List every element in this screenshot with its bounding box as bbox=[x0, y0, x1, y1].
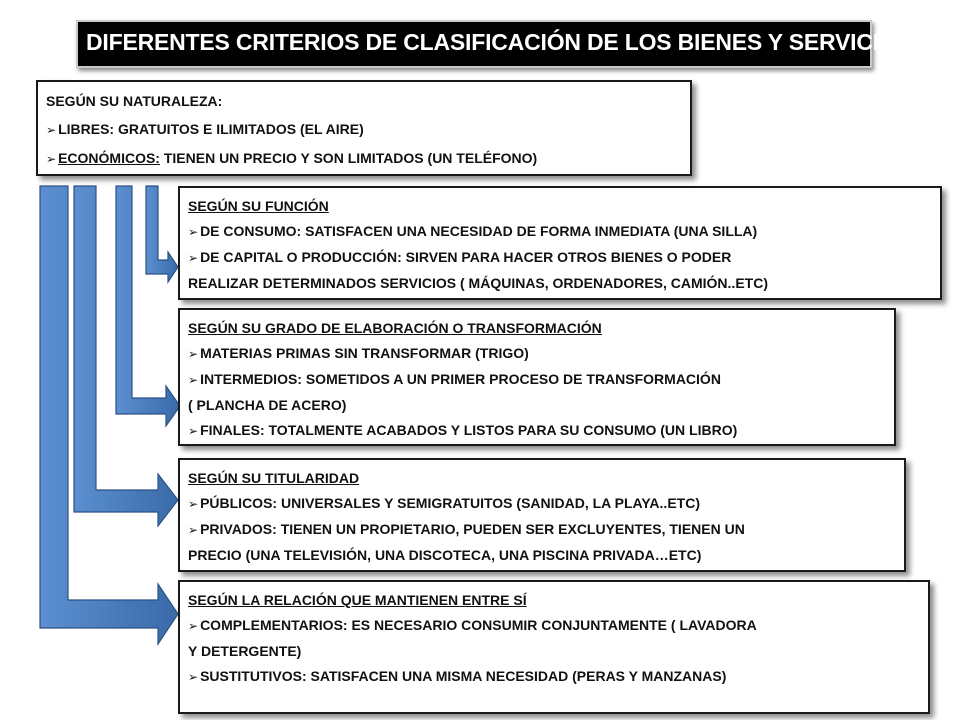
elaboracion-box bbox=[178, 308, 896, 446]
bullet-arrow-icon: ➢ bbox=[188, 670, 199, 684]
page-title-banner bbox=[76, 20, 912, 68]
titularidad-item-privados: ➢ PRIVADOS: TIENEN UN PROPIETARIO, PUEDEN SER EXCLUYENTES, TIENEN UN bbox=[188, 521, 745, 537]
titularidad-box bbox=[178, 458, 906, 572]
bullet-arrow-icon: ➢ bbox=[188, 424, 199, 438]
funcion-box bbox=[178, 186, 942, 300]
elaboracion-item-materias-primas: ➢ MATERIAS PRIMAS SIN TRANSFORMAR (TRIGO) bbox=[188, 345, 529, 361]
elaboracion-item-intermedios-cont: ( PLANCHA DE ACERO) bbox=[188, 397, 347, 413]
arrow-to-funcion bbox=[146, 186, 178, 282]
bullet-arrow-icon: ➢ bbox=[188, 619, 199, 633]
titularidad-item-publicos: ➢ PÚBLICOS: UNIVERSALES Y SEMIGRATUITOS (SANIDAD, LA PLAYA..ETC) bbox=[188, 495, 700, 511]
bullet-arrow-icon: ➢ bbox=[188, 251, 199, 265]
bullet-arrow-icon: ➢ bbox=[188, 373, 199, 387]
relacion-box bbox=[178, 580, 930, 714]
bullet-arrow-icon: ➢ bbox=[188, 497, 199, 511]
elaboracion-item-intermedios: ➢ INTERMEDIOS: SOMETIDOS A UN PRIMER PROCESO DE TRANSFORMACIÓN bbox=[188, 371, 721, 387]
naturaleza-item-libres: ➢ LIBRES: GRATUITOS E ILIMITADOS (EL AIRE) bbox=[46, 121, 364, 137]
funcion-item-capital-cont: REALIZAR DETERMINADOS SERVICIOS ( MÁQUINAS, ORDENADORES, CAMIÓN..ETC) bbox=[188, 275, 768, 291]
funcion-item-capital: ➢ DE CAPITAL O PRODUCCIÓN: SIRVEN PARA HACER OTROS BIENES O PODER bbox=[188, 249, 732, 265]
bullet-arrow-icon: ➢ bbox=[188, 523, 199, 537]
elaboracion-heading: SEGÚN SU GRADO DE ELABORACIÓN O TRANSFORMACIÓN bbox=[188, 320, 602, 336]
naturaleza-item-economicos: ➢ ECONÓMICOS: TIENEN UN PRECIO Y SON LIMITADOS (UN TELÉFONO) bbox=[46, 150, 538, 166]
relacion-item-complementarios-cont: Y DETERGENTE) bbox=[188, 643, 302, 659]
funcion-heading: SEGÚN SU FUNCIÓN bbox=[188, 198, 329, 214]
bullet-arrow-icon: ➢ bbox=[46, 123, 57, 137]
economicos-label: ECONÓMICOS: bbox=[58, 150, 160, 166]
elaboracion-item-finales: ➢ FINALES: TOTALMENTE ACABADOS Y LISTOS PARA SU CONSUMO (UN LIBRO) bbox=[188, 422, 738, 438]
naturaleza-box bbox=[36, 80, 692, 176]
funcion-item-consumo: ➢ DE CONSUMO: SATISFACEN UNA NECESIDAD DE FORMA INMEDIATA (UNA SILLA) bbox=[188, 223, 758, 239]
bullet-arrow-icon: ➢ bbox=[188, 225, 199, 239]
titularidad-heading: SEGÚN SU TITULARIDAD bbox=[188, 470, 360, 486]
relacion-heading: SEGÚN LA RELACIÓN QUE MANTIENEN ENTRE SÍ bbox=[188, 592, 527, 608]
relacion-item-sustitutivos: ➢ SUSTITUTIVOS: SATISFACEN UNA MISMA NECESIDAD (PERAS Y MANZANAS) bbox=[188, 668, 727, 684]
bullet-arrow-icon: ➢ bbox=[188, 347, 199, 361]
page-title: DIFERENTES CRITERIOS DE CLASIFICACIÓN DE LOS BIENES Y SERVICIOS bbox=[86, 29, 912, 55]
relacion-item-complementarios: ➢ COMPLEMENTARIOS: ES NECESARIO CONSUMIR CONJUNTAMENTE ( LAVADORA bbox=[188, 617, 757, 633]
titularidad-item-privados-cont: PRECIO (UNA TELEVISIÓN, UNA DISCOTECA, UNA PISCINA PRIVADA…ETC) bbox=[188, 547, 702, 563]
naturaleza-heading: SEGÚN SU NATURALEZA: bbox=[46, 93, 223, 109]
bullet-arrow-icon: ➢ bbox=[46, 152, 57, 166]
